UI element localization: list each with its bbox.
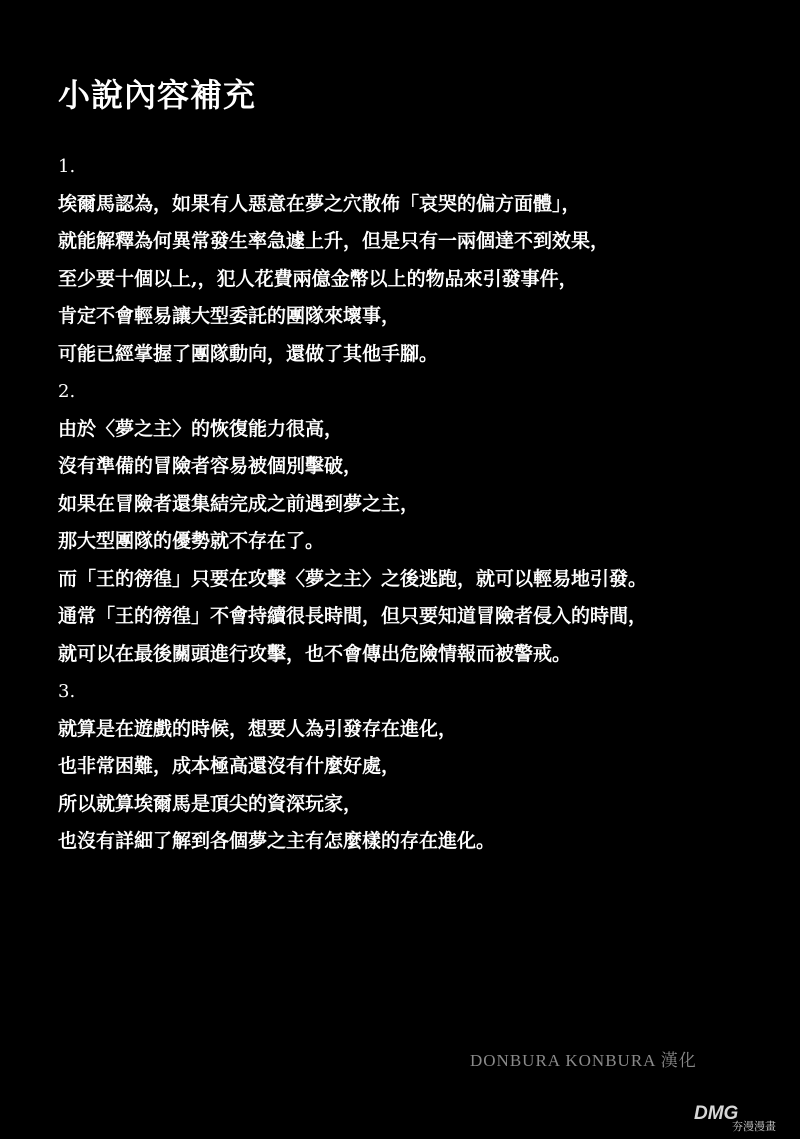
- page-title: 小說內容補充: [58, 76, 257, 114]
- section-1: [58, 148, 778, 373]
- translator-credit: DONBURA KONBURA 漢化: [470, 1051, 697, 1070]
- text-line: 就可以在最後關頭進行攻擊，也不會傳出危險情報而被警戒。: [58, 642, 572, 665]
- section-number: 1.: [58, 156, 76, 177]
- text-line: 肯定不會輕易讓大型委託的團隊來壞事，: [58, 305, 401, 327]
- supplement-content: [58, 148, 778, 861]
- text-line: 埃爾馬認為，如果有人惡意在夢之穴散佈「哀哭的偏方面體」，: [58, 192, 581, 215]
- text-line: 那大型團隊的優勢就不存在了。: [58, 530, 325, 552]
- section-number: 3.: [58, 681, 76, 702]
- text-line: 而「王的徬徨」只要在攻擊〈夢之主〉之後逃跑，就可以輕易地引發。: [58, 567, 648, 590]
- text-line: 至少要十個以上,，犯人花費兩億金幣以上的物品來引發事件，: [58, 267, 578, 290]
- text-line: 由於〈夢之主〉的恢復能力很高，: [58, 417, 344, 440]
- text-line: 通常「王的徬徨」不會持續很長時間，但只要知道冒險者侵入的時間，: [58, 605, 648, 627]
- watermark-text: 夯漫漫畫: [732, 1120, 776, 1133]
- watermark-logo: DMG: [694, 1103, 739, 1124]
- section-3: [58, 673, 778, 861]
- text-line: 就能解釋為何異常發生率急遽上升，但是只有一兩個達不到效果，: [58, 230, 610, 252]
- text-line: 就算是在遊戲的時候，想要人為引發存在進化，: [58, 717, 458, 740]
- text-line: 所以就算埃爾馬是頂尖的資深玩家，: [58, 792, 363, 815]
- text-line: 如果在冒險者還集結完成之前遇到夢之主，: [58, 492, 420, 515]
- text-line: 可能已經掌握了團隊動向，還做了其他手腳。: [58, 342, 439, 365]
- watermark: [694, 1103, 794, 1135]
- section-2: [58, 373, 778, 673]
- text-line: 沒有準備的冒險者容易被個別擊破，: [58, 455, 363, 477]
- text-line: 也沒有詳細了解到各個夢之主有怎麼樣的存在進化。: [58, 830, 496, 852]
- text-line: 也非常困難，成本極高還沒有什麼好處，: [58, 755, 401, 777]
- section-number: 2.: [58, 381, 76, 402]
